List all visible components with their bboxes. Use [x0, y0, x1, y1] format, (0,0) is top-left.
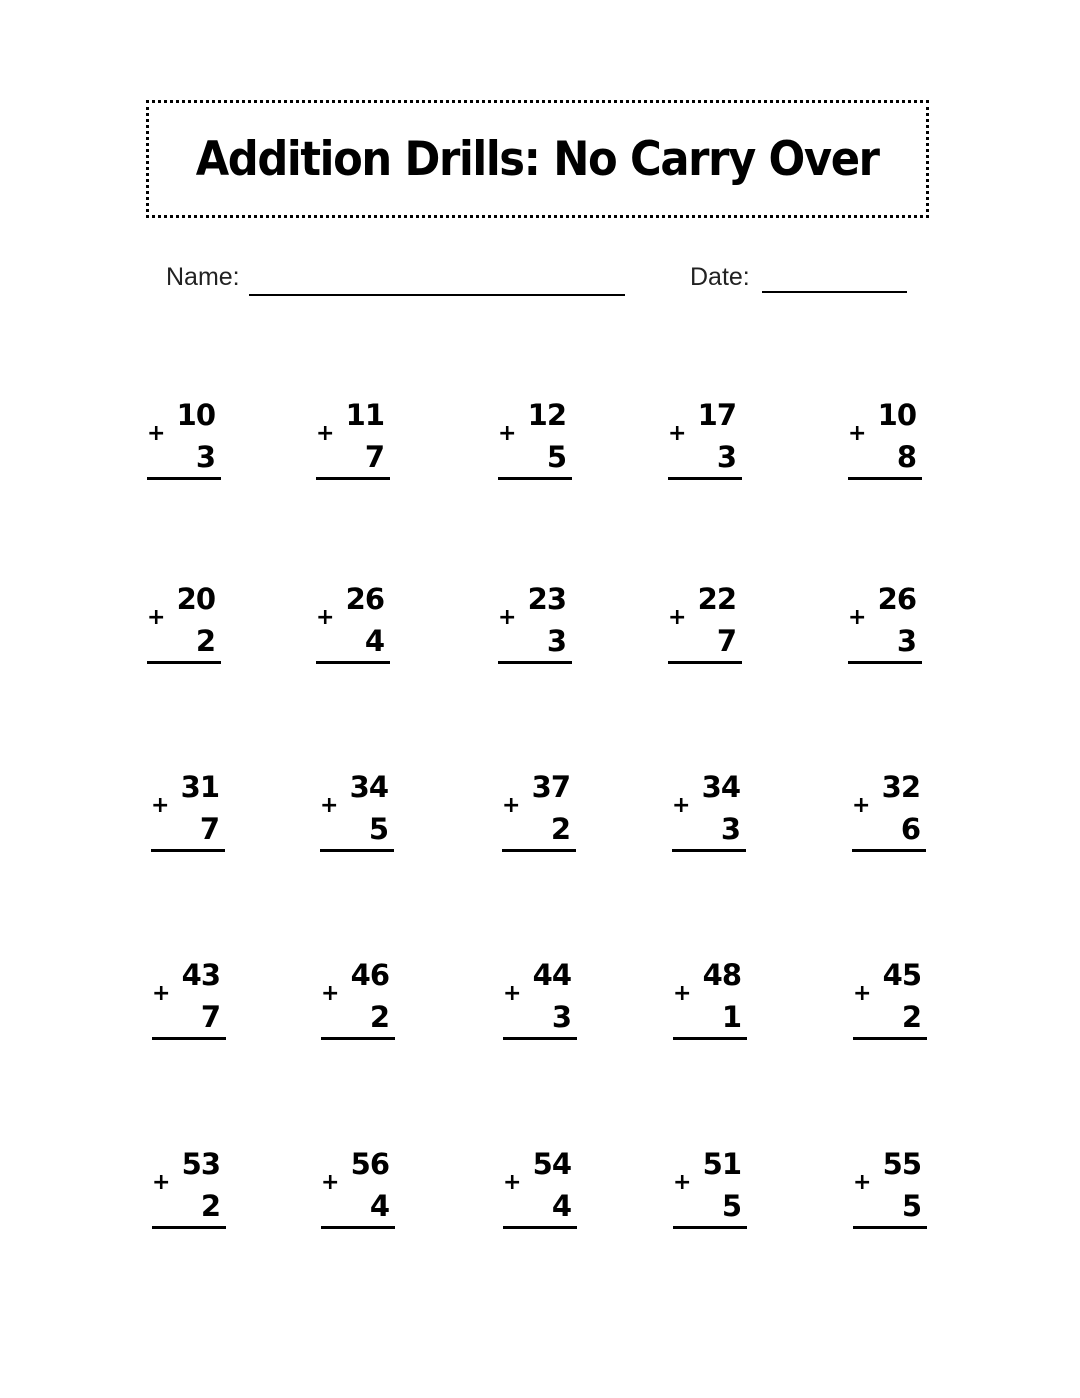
addend-top: 26 — [345, 582, 384, 616]
plus-sign: + — [151, 793, 170, 818]
addend-bottom: 7 — [716, 624, 736, 658]
addend-top: 11 — [345, 398, 384, 432]
plus-sign: + — [673, 1170, 692, 1195]
addition-problem — [147, 582, 223, 662]
plus-sign: + — [316, 421, 335, 446]
addition-problem — [503, 958, 579, 1038]
date-field[interactable] — [762, 291, 907, 293]
plus-sign: + — [852, 793, 871, 818]
addend-bottom: 2 — [195, 624, 215, 658]
answer-line — [147, 661, 221, 664]
answer-line — [673, 1037, 747, 1040]
name-field[interactable] — [249, 294, 625, 296]
plus-sign: + — [848, 605, 867, 630]
addend-top: 43 — [181, 958, 220, 992]
answer-line — [498, 661, 572, 664]
addend-bottom: 8 — [896, 440, 916, 474]
addend-top: 26 — [877, 582, 916, 616]
addend-top: 34 — [701, 770, 740, 804]
addition-problem — [852, 770, 928, 850]
plus-sign: + — [152, 981, 171, 1006]
addend-top: 17 — [697, 398, 736, 432]
addend-bottom: 3 — [195, 440, 215, 474]
answer-line — [672, 849, 746, 852]
plus-sign: + — [853, 981, 872, 1006]
date-label: Date: — [690, 263, 750, 291]
addition-problem — [673, 958, 749, 1038]
addend-top: 34 — [349, 770, 388, 804]
plus-sign: + — [316, 605, 335, 630]
addition-problem — [503, 1147, 579, 1227]
addend-bottom: 5 — [901, 1189, 921, 1223]
plus-sign: + — [502, 793, 521, 818]
answer-line — [848, 477, 922, 480]
addition-problem — [498, 398, 574, 478]
addend-top: 20 — [176, 582, 215, 616]
addend-bottom: 2 — [200, 1189, 220, 1223]
addend-bottom: 3 — [546, 624, 566, 658]
answer-line — [152, 1037, 226, 1040]
addend-top: 44 — [532, 958, 571, 992]
addition-problem — [672, 770, 748, 850]
addend-bottom: 7 — [200, 1000, 220, 1034]
plus-sign: + — [668, 605, 687, 630]
addition-problem — [152, 1147, 228, 1227]
addition-problem — [673, 1147, 749, 1227]
plus-sign: + — [498, 605, 517, 630]
addition-problem — [502, 770, 578, 850]
answer-line — [321, 1037, 395, 1040]
addend-bottom: 2 — [901, 1000, 921, 1034]
title-box — [146, 100, 929, 218]
addition-problem — [498, 582, 574, 662]
plus-sign: + — [321, 1170, 340, 1195]
addend-top: 23 — [527, 582, 566, 616]
addend-bottom: 7 — [364, 440, 384, 474]
addend-top: 56 — [350, 1147, 389, 1181]
addend-bottom: 5 — [368, 812, 388, 846]
answer-line — [320, 849, 394, 852]
addition-problem — [147, 398, 223, 478]
answer-line — [853, 1226, 927, 1229]
plus-sign: + — [147, 421, 166, 446]
plus-sign: + — [673, 981, 692, 1006]
plus-sign: + — [152, 1170, 171, 1195]
addend-bottom: 5 — [721, 1189, 741, 1223]
addend-top: 55 — [882, 1147, 921, 1181]
addend-top: 10 — [877, 398, 916, 432]
plus-sign: + — [853, 1170, 872, 1195]
plus-sign: + — [672, 793, 691, 818]
addend-top: 22 — [697, 582, 736, 616]
addend-bottom: 4 — [364, 624, 384, 658]
addition-problem — [668, 398, 744, 478]
addend-top: 45 — [882, 958, 921, 992]
addend-top: 54 — [532, 1147, 571, 1181]
addition-problem — [152, 958, 228, 1038]
addition-problem — [668, 582, 744, 662]
answer-line — [321, 1226, 395, 1229]
addend-bottom: 5 — [546, 440, 566, 474]
addition-problem — [151, 770, 227, 850]
addition-problem — [853, 958, 929, 1038]
plus-sign: + — [321, 981, 340, 1006]
addend-bottom: 6 — [900, 812, 920, 846]
addend-top: 37 — [531, 770, 570, 804]
answer-line — [316, 661, 390, 664]
addend-top: 46 — [350, 958, 389, 992]
answer-line — [316, 477, 390, 480]
addend-bottom: 2 — [550, 812, 570, 846]
answer-line — [152, 1226, 226, 1229]
addition-problem — [316, 398, 392, 478]
addend-bottom: 4 — [369, 1189, 389, 1223]
answer-line — [502, 849, 576, 852]
addition-problem — [848, 398, 924, 478]
addend-top: 12 — [527, 398, 566, 432]
answer-line — [503, 1037, 577, 1040]
addend-top: 48 — [702, 958, 741, 992]
addition-problem — [321, 958, 397, 1038]
plus-sign: + — [498, 421, 517, 446]
addend-bottom: 3 — [551, 1000, 571, 1034]
addend-bottom: 1 — [721, 1000, 741, 1034]
addition-problem — [316, 582, 392, 662]
plus-sign: + — [503, 981, 522, 1006]
addition-problem — [320, 770, 396, 850]
addend-top: 53 — [181, 1147, 220, 1181]
addend-top: 31 — [180, 770, 219, 804]
answer-line — [668, 661, 742, 664]
addition-problem — [321, 1147, 397, 1227]
answer-line — [848, 661, 922, 664]
answer-line — [853, 1037, 927, 1040]
answer-line — [151, 849, 225, 852]
answer-line — [668, 477, 742, 480]
worksheet-title: Addition Drills: No Carry Over — [196, 131, 879, 187]
plus-sign: + — [668, 421, 687, 446]
addend-top: 10 — [176, 398, 215, 432]
addend-bottom: 7 — [199, 812, 219, 846]
answer-line — [503, 1226, 577, 1229]
addend-bottom: 3 — [896, 624, 916, 658]
answer-line — [673, 1226, 747, 1229]
addend-bottom: 3 — [720, 812, 740, 846]
plus-sign: + — [320, 793, 339, 818]
addend-bottom: 4 — [551, 1189, 571, 1223]
plus-sign: + — [147, 605, 166, 630]
plus-sign: + — [848, 421, 867, 446]
answer-line — [147, 477, 221, 480]
addend-bottom: 3 — [716, 440, 736, 474]
name-label: Name: — [166, 263, 240, 291]
addend-top: 51 — [702, 1147, 741, 1181]
addend-top: 32 — [881, 770, 920, 804]
addend-bottom: 2 — [369, 1000, 389, 1034]
addition-problem — [848, 582, 924, 662]
answer-line — [852, 849, 926, 852]
addition-problem — [853, 1147, 929, 1227]
plus-sign: + — [503, 1170, 522, 1195]
answer-line — [498, 477, 572, 480]
